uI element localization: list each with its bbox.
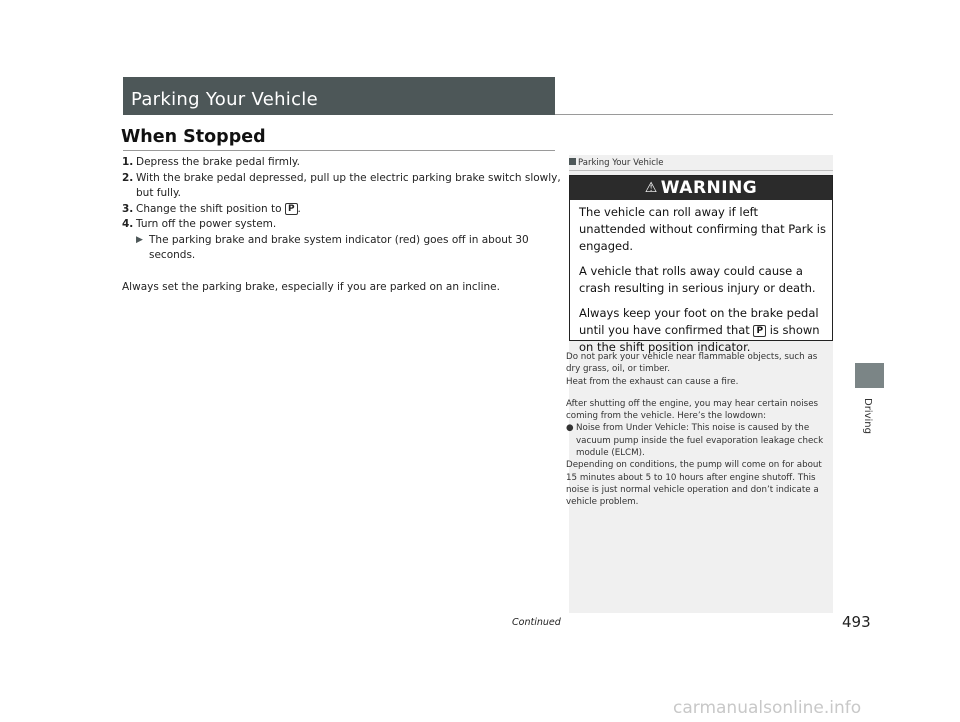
step-item: [122, 217, 562, 233]
step-number: 3.: [122, 202, 134, 215]
bullet-icon: ●: [566, 423, 574, 434]
sidebar-heading-text: Parking Your Vehicle: [578, 158, 664, 168]
step-item: [122, 202, 562, 218]
divider: [569, 170, 833, 171]
step-text: With the brake pedal depressed, pull up the electric parking brake switch slowly, but fully.: [136, 171, 561, 199]
substep-text: The parking brake and brake system indicator (red) goes off in about 30 seconds.: [149, 233, 529, 261]
reference-icon: [569, 158, 576, 165]
arrow-icon: ▶: [136, 234, 143, 245]
page-number: 493: [842, 613, 871, 631]
warning-text: is shown on the shift position indicator.: [579, 323, 820, 354]
chapter-tab-label: Driving: [862, 398, 873, 434]
sidebar-paragraph: Depending on conditions, the pump will come on for about 15 minutes about 5 to 10 hours after engine shutoff. This noise is just normal vehicle operation and don’t indicate a vehicle problem.: [566, 460, 822, 508]
divider: [555, 114, 833, 115]
warning-paragraph: [579, 305, 827, 356]
step-text: Change the shift position to: [136, 202, 285, 215]
step-number: 4.: [122, 218, 134, 230]
divider: [123, 150, 555, 151]
sidebar-paragraph: After shutting off the engine, you may hear certain noises coming from the vehicle. Here’s the lowdown:: [566, 398, 819, 422]
park-key-icon: P: [285, 203, 298, 215]
watermark: carmanualsonline.info: [673, 698, 862, 718]
chapter-banner: [123, 77, 555, 115]
warning-paragraph: The vehicle can roll away if left unattended without confirming that Park is engaged.: [579, 205, 826, 253]
warning-triangle-icon: ⚠: [644, 180, 658, 196]
warning-header: [570, 176, 832, 200]
substep-item: [122, 233, 562, 264]
step-number: 1.: [122, 156, 134, 168]
step-text: Depress the brake pedal firmly.: [136, 156, 300, 168]
sidebar-paragraph: Do not park your vehicle near flammable objects, such as dry grass, oil, or timber.: [566, 352, 818, 375]
step-item: [122, 171, 562, 202]
chapter-tab: [855, 363, 884, 388]
sidebar-bullet: [566, 422, 828, 459]
park-key-icon: P: [753, 325, 766, 337]
warning-title: WARNING: [660, 178, 758, 198]
spacer: [566, 388, 828, 398]
step-item: [122, 155, 562, 171]
parking-note: Always set the parking brake, especially if you are parked on an incline.: [122, 281, 500, 293]
section-title: When Stopped: [121, 127, 266, 147]
step-number: 2.: [122, 171, 134, 184]
warning-text: Always keep your foot on the brake pedal until you have confirmed that: [579, 306, 819, 337]
sidebar-heading: [569, 158, 663, 168]
sidebar-paragraph: Heat from the exhaust can cause a fire.: [566, 376, 739, 387]
sidebar-panel: [566, 155, 833, 613]
step-list: [122, 155, 562, 264]
continued-label: Continued: [512, 617, 561, 628]
warning-body: [579, 204, 827, 364]
step-text: .: [297, 202, 301, 215]
banner-title: Parking Your Vehicle: [131, 89, 318, 110]
step-text: Turn off the power system.: [136, 218, 277, 230]
warning-box: [569, 175, 833, 354]
sidebar-body: [566, 351, 828, 509]
warning-paragraph: A vehicle that rolls away could cause a crash resulting in serious injury or death.: [579, 264, 816, 295]
bullet-text: Noise from Under Vehicle: This noise is caused by the vacuum pump inside the fuel evaporation leakage check module (ELCM).: [576, 423, 824, 459]
